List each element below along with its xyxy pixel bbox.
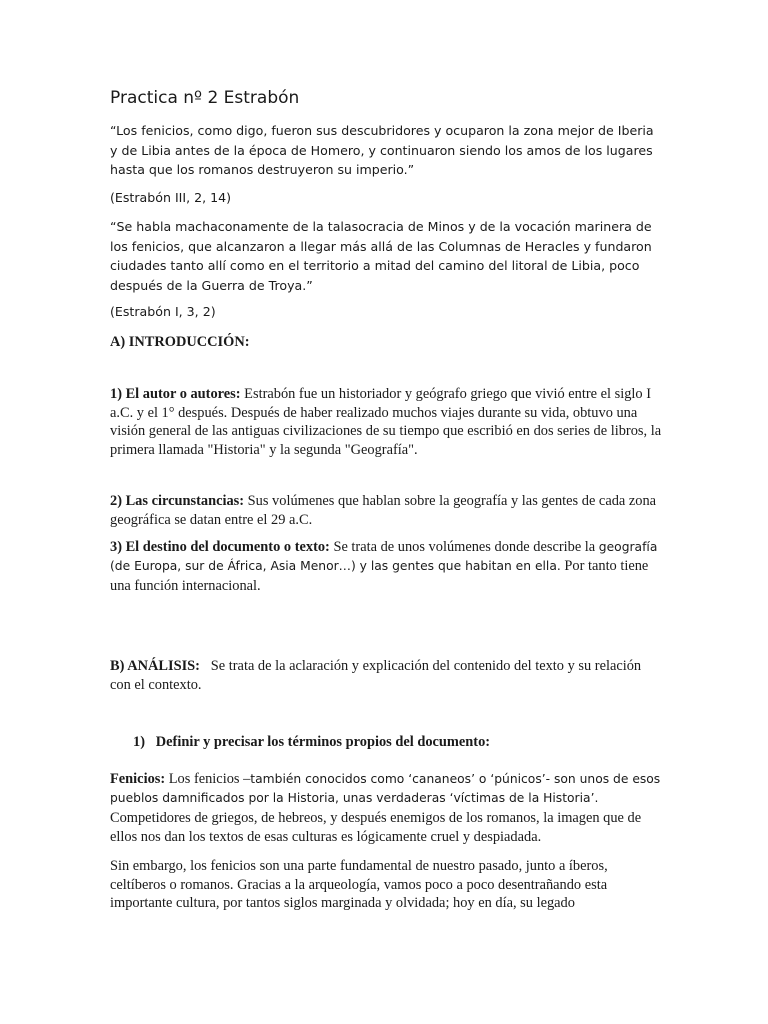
section-a-heading-text: A) INTRODUCCIÓN:: [110, 334, 250, 350]
quote-1: “Los fenicios, como digo, fueron sus descubridores y ocuparon la zona mejor de Iberia y de Libia antes de la época de Homero, y continuaron siendo los amos de los lugares hasta que los romanos destruyeron su imperio.”: [110, 123, 654, 178]
page-title: Practica nº 2 Estrabón: [110, 88, 300, 108]
subsection-1-heading: [133, 733, 653, 752]
section-b-text: Se trata de la aclaración y explicación del contenido del texto y su relación con el contexto.: [110, 658, 645, 694]
destination-paragraph: [110, 538, 662, 596]
fenicios-text-b: también conocidos como ‘cananeos’ o ‘púnicos’- son unos de esos pueblos damnificados por la Historia, unas verdaderas ‘víctimas de la Historia’.: [110, 772, 661, 806]
circumstances-label: 2) Las circunstancias:: [110, 493, 245, 509]
section-a-heading: [110, 333, 662, 352]
destination-text-b: geografía (de Europa, sur de África, Asia Menor…) y las gentes que habitan en ella.: [110, 540, 658, 574]
citation-1: (Estrabón III, 2, 14): [110, 190, 232, 205]
quote-2: “Se habla machaconamente de la talasocracia de Minos y de la vocación marinera de los fenicios, que alcanzaron a llegar más allá de las Columnas de Heracles y fundaron ciudades tanto allí como en el territorio a mitad del camino del litoral de Libia, poco después de la Guerra de Troya.”: [110, 219, 652, 294]
destination-label: 3) El destino del documento o texto:: [110, 539, 330, 555]
section-b-paragraph: [110, 657, 662, 696]
citation-2: (Estrabón I, 3, 2): [110, 304, 216, 319]
subsection-1-text: 1) Definir y precisar los términos propios del documento:: [133, 734, 491, 750]
final-paragraph: Sin embargo, los fenicios son una parte fundamental de nuestro pasado, junto a íberos, celtíberos o romanos. Gracias a la arqueología, vamos poco a poco desentrañando esta importante cultura, por tantos siglos marginada y olvidada; hoy en día, su legado: [110, 858, 608, 911]
destination-text-c: Por tanto tiene una función internacional.: [110, 558, 649, 594]
author-text: Estrabón fue un historiador y geógrafo griego que vivió entre el siglo I a.C. y el 1° después. Después de haber realizado muchos viajes durante su vida, obtuvo una visión general de las antiguas civilizaciones de su tiempo que escribió en dos series de libros, la primera llamada "Historia" y la segunda "Geografía".: [110, 386, 662, 458]
circumstances-paragraph: [110, 492, 662, 529]
section-b-heading: B) ANÁLISIS:: [110, 658, 200, 674]
fenicios-text-c: Competidores de griegos, de hebreos, y después enemigos de los romanos, la imagen que de ellos nos dan los textos de esas culturas es lógicamente cruel y despiadada.: [110, 809, 642, 845]
author-label: 1) El autor o autores:: [110, 386, 241, 402]
fenicios-label: Fenicios:: [110, 771, 166, 787]
fenicios-text-a: Los fenicios –: [165, 771, 251, 787]
destination-text-a: Se trata de unos volúmenes donde describe la: [329, 539, 599, 555]
circumstances-text: Sus volúmenes que hablan sobre la geografía y las gentes de cada zona geográfica se datan entre el 29 a.C.: [110, 493, 657, 528]
author-paragraph: [110, 385, 662, 459]
fenicios-paragraph: [110, 770, 662, 847]
